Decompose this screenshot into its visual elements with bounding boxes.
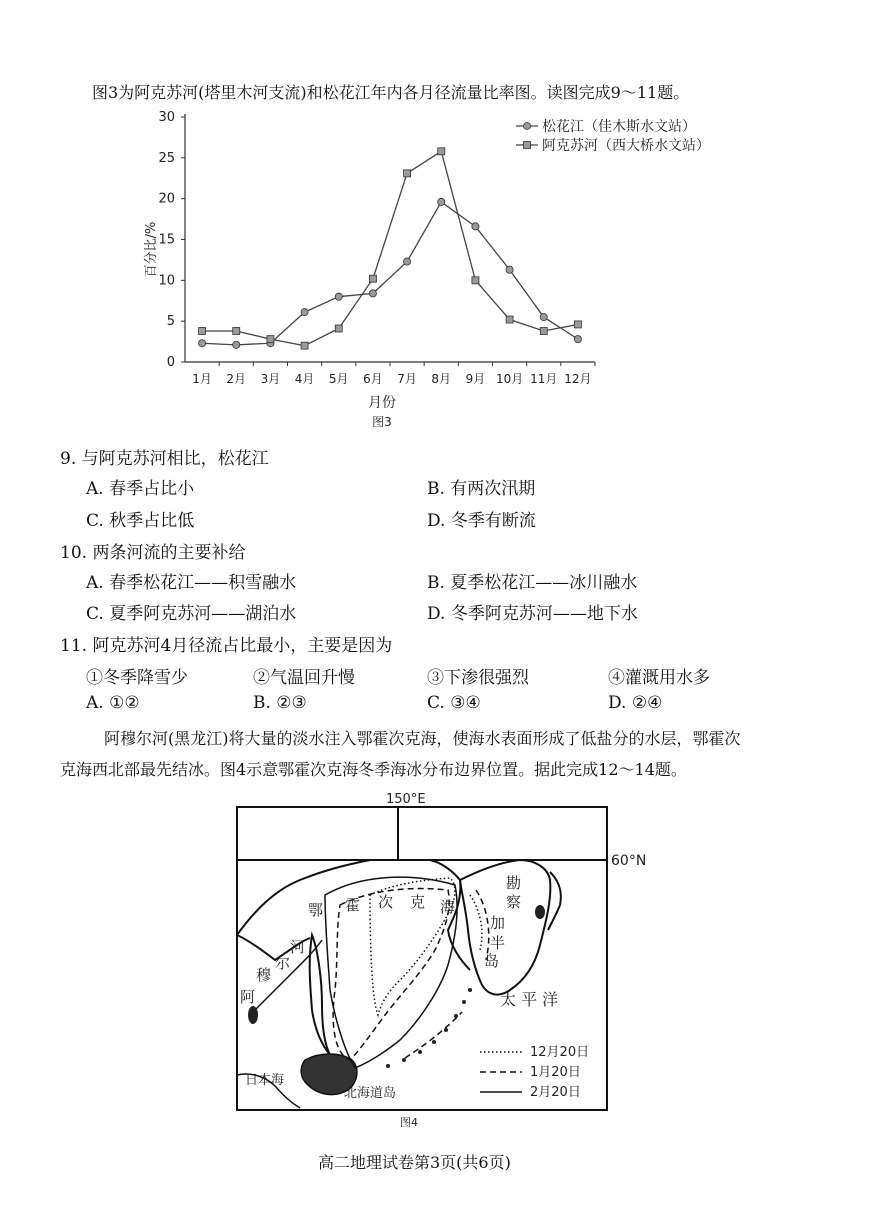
- mainland-coast: [237, 860, 470, 970]
- series-2-point: [574, 321, 581, 328]
- legend-jan20: 1月20日: [530, 1065, 581, 1080]
- peninsula-char-4: 半: [490, 934, 506, 952]
- legend-marker-2: [524, 142, 531, 149]
- legend-dec20: 12月20日: [530, 1045, 590, 1060]
- x-tick-label: 4月: [294, 372, 315, 386]
- sea-char-1: 鄂: [308, 901, 324, 919]
- fig4-caption: 图4: [400, 1116, 418, 1129]
- series-2-point: [506, 316, 513, 323]
- lat-label: 60°N: [611, 853, 647, 869]
- y-tick-label: 0: [166, 355, 175, 370]
- q10-stem: 10. 两条河流的主要补给: [60, 543, 246, 563]
- y-axis-title: 百分比/%: [144, 221, 159, 278]
- series-2-point: [438, 148, 445, 155]
- series-2-point: [472, 277, 479, 284]
- series-1-point: [301, 309, 308, 316]
- x-tick-label: 10月: [495, 372, 524, 386]
- series-1-point: [540, 313, 547, 320]
- x-axis-title: 月份: [368, 395, 396, 411]
- series-2-point: [369, 275, 376, 282]
- series-1-point: [335, 293, 342, 300]
- series-2-point: [540, 327, 547, 334]
- series-1-point: [233, 341, 240, 348]
- y-tick-label: 10: [158, 273, 175, 289]
- q9-stem: 9. 与阿克苏河相比，松花江: [60, 449, 269, 469]
- x-tick-label: 11月: [530, 372, 558, 386]
- y-tick-label: 5: [166, 314, 175, 330]
- q10-option-a[interactable]: A. 春季松花江——积雪融水: [86, 573, 297, 593]
- x-tick-label: 8月: [431, 372, 452, 386]
- series-2-point: [199, 327, 206, 334]
- peninsula-char-1: 勘: [506, 874, 522, 892]
- q11-item-1: ①冬季降雪少: [86, 668, 188, 688]
- legend-feb20: 2月20日: [530, 1085, 581, 1100]
- y-tick-label: 20: [158, 191, 175, 207]
- legend-label-1: 松花江（佳木斯水文站）: [542, 119, 696, 135]
- q9-option-b[interactable]: B. 有两次汛期: [427, 479, 536, 499]
- x-tick-label: 1月: [192, 372, 212, 386]
- legend-marker-1: [524, 123, 531, 130]
- q10-option-b[interactable]: B. 夏季松花江——冰川融水: [427, 573, 638, 593]
- page-footer: 高二地理试卷第3页(共6页): [318, 1153, 511, 1172]
- q10-option-d[interactable]: D. 冬季阿克苏河——地下水: [427, 604, 638, 624]
- q11-item-2: ②气温回升慢: [253, 668, 355, 688]
- y-tick-label: 15: [158, 232, 175, 248]
- x-tick-label: 5月: [328, 372, 349, 386]
- q11-option-d[interactable]: D. ②④: [608, 693, 663, 713]
- series-2-point: [335, 325, 342, 332]
- q11-item-3: ③下渗很强烈: [427, 668, 529, 688]
- q11-option-a[interactable]: A. ①②: [86, 693, 140, 713]
- river-char-4: 河: [290, 938, 306, 956]
- series-1-point: [438, 198, 445, 205]
- legend-label-2: 阿克苏河（西大桥水文站）: [542, 138, 710, 154]
- pacific-label: 太 平 洋: [500, 990, 559, 1009]
- q9-option-d[interactable]: D. 冬季有断流: [427, 511, 536, 531]
- x-tick-label: 3月: [260, 372, 281, 386]
- series-2-point: [301, 342, 308, 349]
- series-1-point: [472, 223, 479, 230]
- sea-char-5: 海: [440, 898, 456, 916]
- kuril-islands: [386, 988, 472, 1068]
- series-1-point: [403, 258, 410, 265]
- series-1-point: [198, 340, 205, 347]
- y-tick-label: 30: [158, 110, 175, 125]
- q9-option-a[interactable]: A. 春季占比小: [86, 479, 195, 499]
- chart-caption: 图3: [372, 415, 392, 429]
- ice-line-dec20-east: [470, 895, 482, 950]
- x-tick-label: 7月: [397, 372, 417, 386]
- sea-ice-map: [0, 790, 870, 1130]
- ice-line-jan20: [333, 889, 449, 1060]
- sea-char-3: 次: [378, 893, 394, 911]
- q11-option-c[interactable]: C. ③④: [427, 693, 481, 713]
- series-1-point: [506, 266, 513, 273]
- river-char-3: 尔: [275, 954, 291, 972]
- x-tick-label: 2月: [226, 372, 247, 386]
- x-tick-label: 9月: [465, 372, 486, 386]
- series-2-point: [267, 336, 274, 343]
- q11-option-b[interactable]: B. ②③: [253, 693, 307, 713]
- sea-char-4: 克: [410, 893, 426, 911]
- series-line-2: [202, 151, 578, 345]
- series-1-point: [369, 290, 376, 297]
- map-legend: [480, 1045, 589, 1100]
- hokkaido-label: 北海道岛: [344, 1086, 397, 1101]
- river-char-1: 阿: [240, 988, 256, 1006]
- fig4-intro-line1: 阿穆尔河(黑龙江)将大量的淡水注入鄂霍次克海，使海水表面形成了低盐分的水层，鄂霍次: [104, 729, 741, 748]
- peninsula-char-2: 察: [506, 893, 522, 911]
- series-1-point: [574, 336, 581, 343]
- amur-mouth-mark: [248, 1006, 258, 1024]
- sea-char-2: 霍: [345, 896, 361, 914]
- peninsula-char-3: 加: [490, 914, 506, 932]
- series-2-point: [404, 170, 411, 177]
- kamchatka-lake: [535, 905, 545, 919]
- q10-option-c[interactable]: C. 夏季阿克苏河——湖泊水: [86, 604, 297, 624]
- x-tick-label: 6月: [363, 372, 383, 386]
- river-char-2: 穆: [256, 966, 272, 984]
- fig4-intro-line2: 克海西北部最先结冰。图4示意鄂霍次克海冬季海冰分布边界位置。据此完成12～14题。: [60, 760, 687, 779]
- x-tick-label: 12月: [564, 372, 592, 386]
- japan-sea-label: 日本海: [245, 1073, 285, 1088]
- y-tick-label: 25: [158, 150, 175, 166]
- q11-item-4: ④灌溉用水多: [608, 668, 710, 688]
- peninsula-char-5: 岛: [484, 952, 500, 970]
- ice-line-jan20-east: [476, 890, 489, 960]
- q9-option-c[interactable]: C. 秋季占比低: [86, 511, 195, 531]
- q11-stem: 11. 阿克苏河4月径流占比最小，主要是因为: [60, 636, 393, 656]
- series-2-point: [233, 327, 240, 334]
- fig3-intro: 图3为阿克苏河(塔里木河支流)和松花江年内各月径流量比率图。读图完成9～11题。: [92, 83, 690, 102]
- ice-line-jan20-pacific: [405, 1012, 462, 1058]
- lon-label: 150°E: [386, 792, 426, 807]
